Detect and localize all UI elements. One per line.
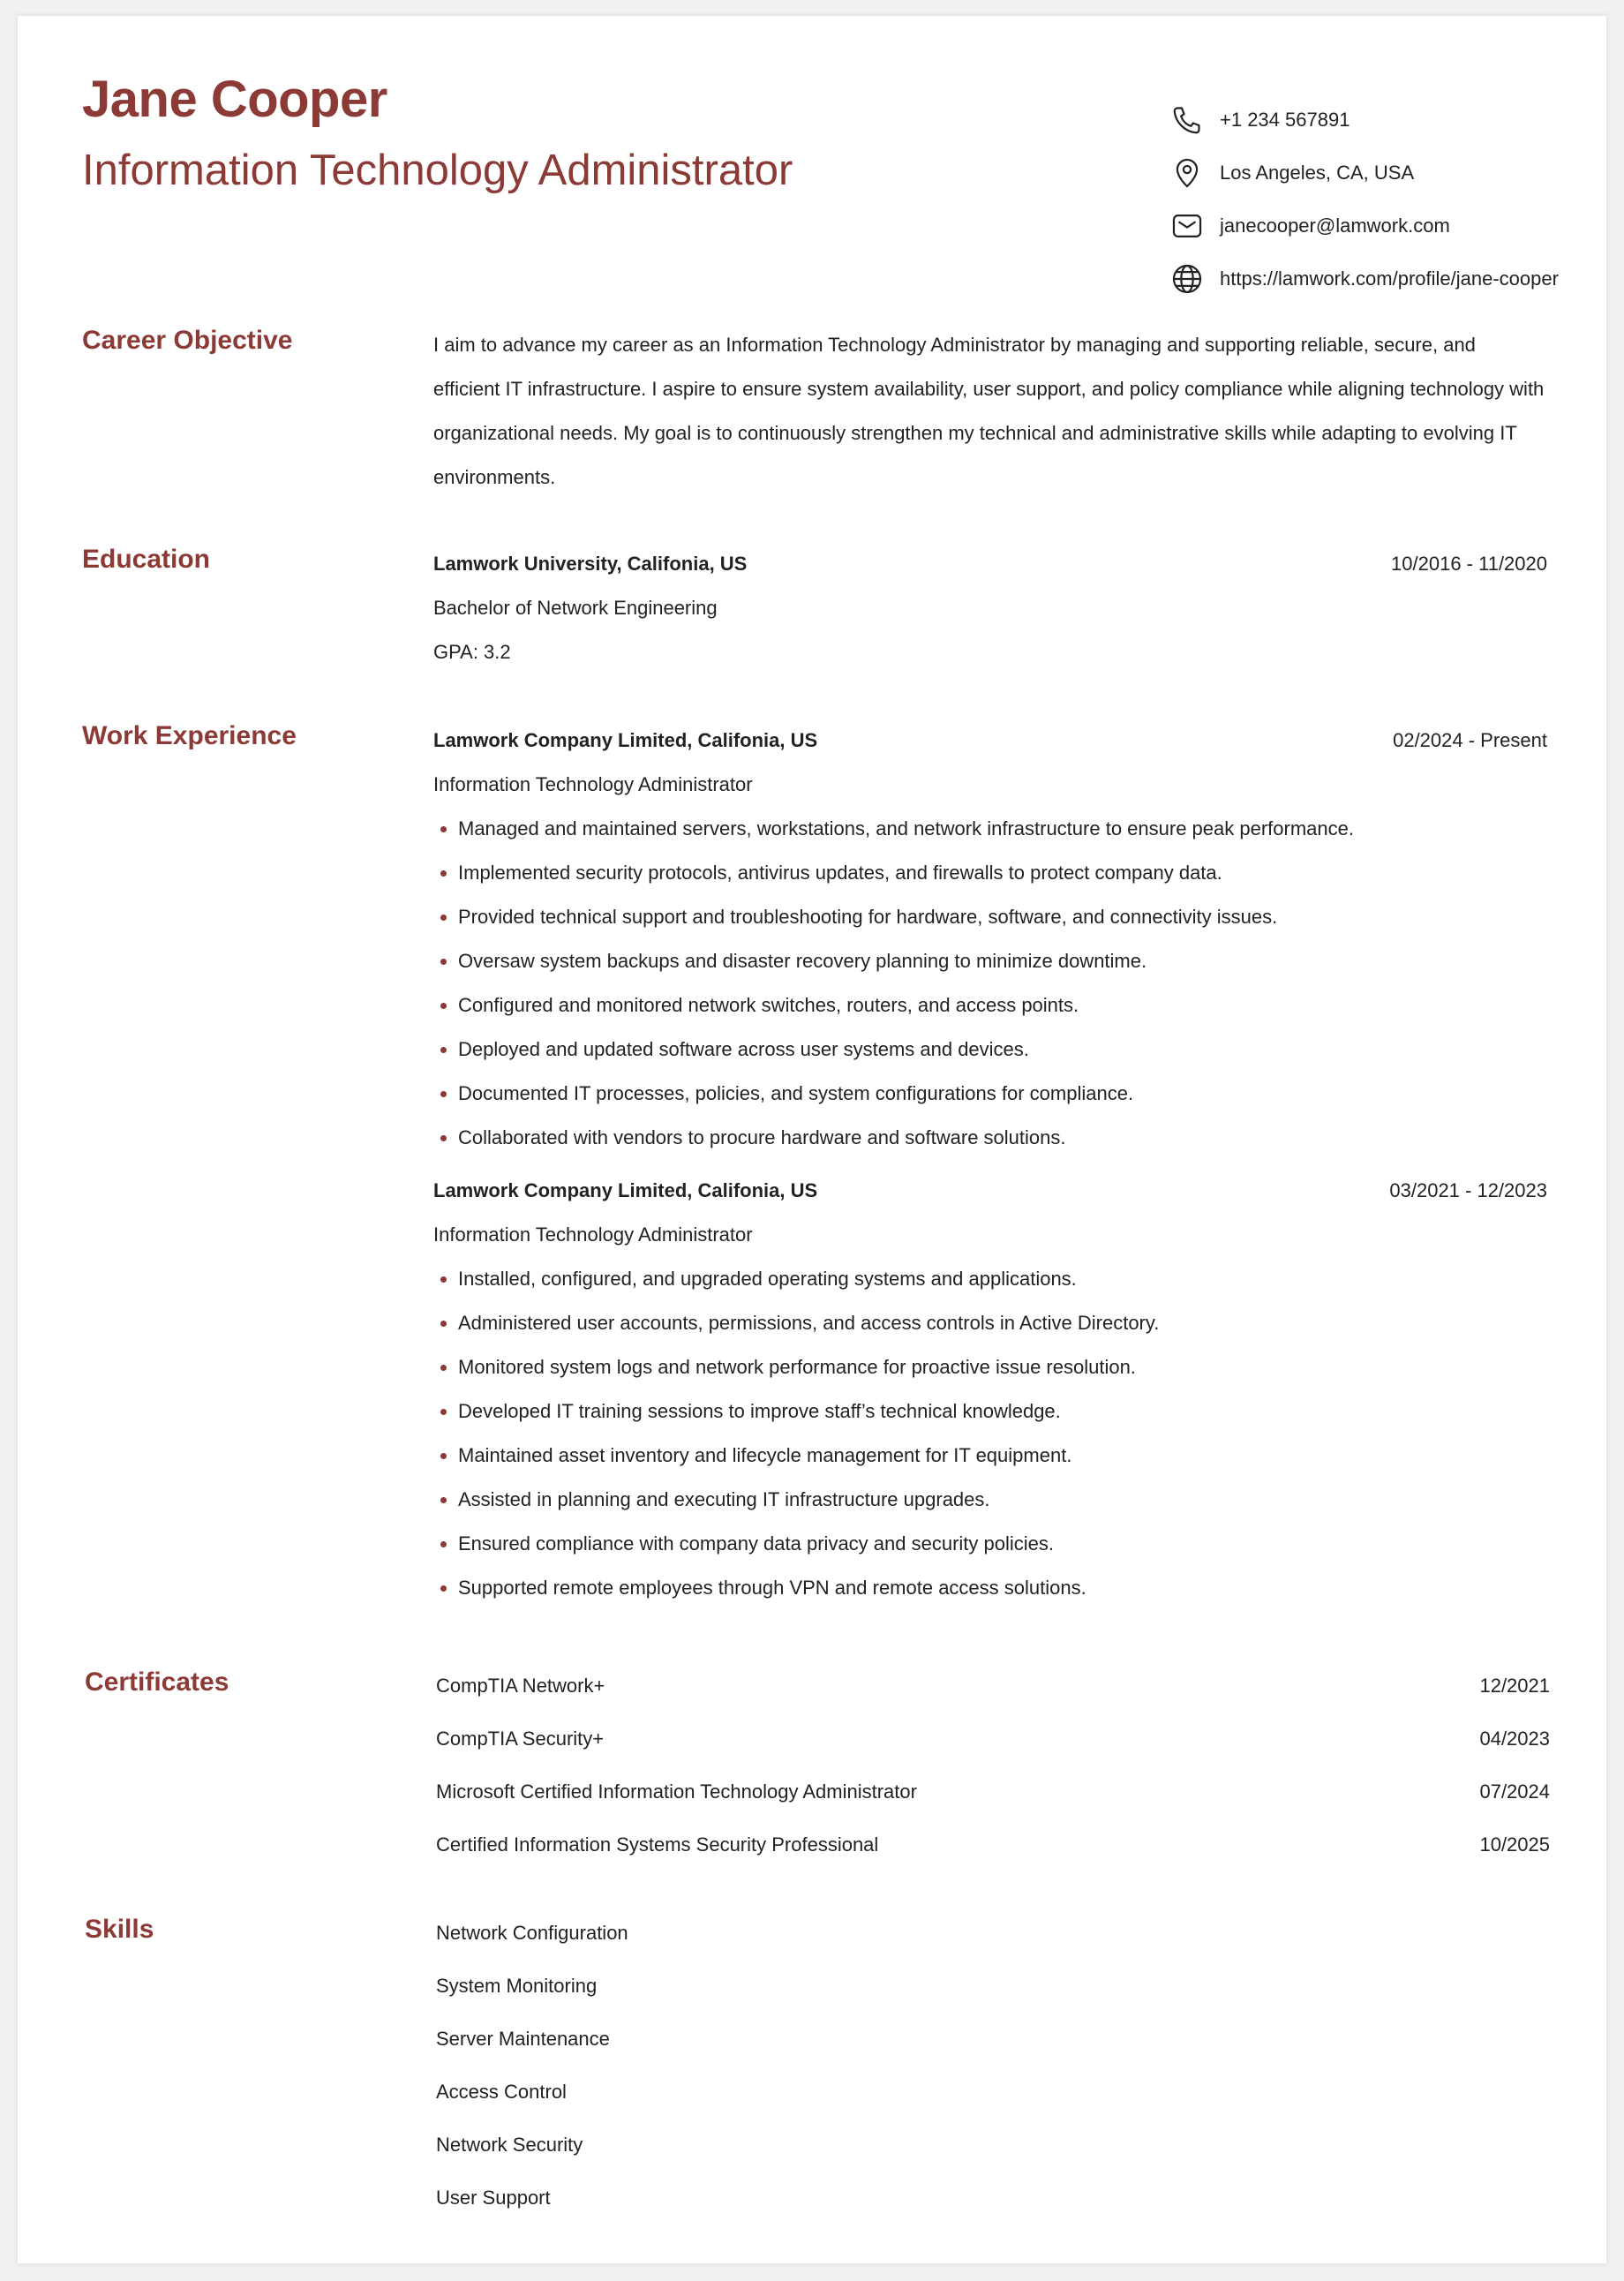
certificate-name: Certified Information Systems Security Professional xyxy=(436,1833,879,1856)
resume-page xyxy=(18,16,1606,2263)
section-title: Work Experience xyxy=(82,721,297,750)
contact-website-text: https://lamwork.com/profile/jane-cooper xyxy=(1220,267,1559,290)
list-item: Supported remote employees through VPN and remote access solutions. xyxy=(433,1566,1547,1610)
job-header xyxy=(433,719,1547,763)
location-icon xyxy=(1170,156,1204,190)
section-title: Career Objective xyxy=(82,326,293,355)
list-item: Installed, configured, and upgraded operating systems and applications. xyxy=(433,1257,1547,1301)
contact-location xyxy=(1170,147,1559,199)
job-position: Information Technology Administrator xyxy=(433,773,753,795)
list-item: Deployed and updated software across user systems and devices. xyxy=(433,1028,1547,1072)
list-item: Configured and monitored network switches, routers, and access points. xyxy=(433,983,1547,1028)
list-item: Assisted in planning and executing IT infrastructure upgrades. xyxy=(433,1478,1547,1522)
certificate-row xyxy=(436,1713,1550,1765)
candidate-role: Information Technology Administrator xyxy=(82,147,793,194)
certificate-name: Microsoft Certified Information Technology Administrator xyxy=(436,1780,917,1803)
education-degree: Bachelor of Network Engineering xyxy=(433,597,718,619)
skill-item: Server Maintenance xyxy=(436,2028,610,2050)
skill-item: Access Control xyxy=(436,2081,567,2103)
education-dates: 10/2016 - 11/2020 xyxy=(1391,553,1547,575)
contact-phone-text: +1 234 567891 xyxy=(1220,109,1350,131)
job-bullets xyxy=(433,807,1547,1160)
phone-icon xyxy=(1170,103,1204,137)
list-item: Ensured compliance with company data privacy and security policies. xyxy=(433,1522,1547,1566)
certificate-date: 12/2021 xyxy=(1479,1675,1550,1697)
list-item: Provided technical support and troubleshooting for hardware, software, and connectivity issues. xyxy=(433,895,1547,939)
list-item: Oversaw system backups and disaster recovery planning to minimize downtime. xyxy=(433,939,1547,983)
skill-item: Network Configuration xyxy=(436,1922,628,1944)
contact-phone xyxy=(1170,94,1559,147)
list-item: Collaborated with vendors to procure hardware and software solutions. xyxy=(433,1116,1547,1160)
skill-item: System Monitoring xyxy=(436,1975,598,1997)
section-body xyxy=(436,1907,1550,2225)
certificate-row xyxy=(436,1660,1550,1713)
list-item: Documented IT processes, policies, and system configurations for compliance. xyxy=(433,1072,1547,1116)
resume-header xyxy=(82,69,1559,298)
globe-icon xyxy=(1170,262,1204,296)
contact-email-text: janecooper@lamwork.com xyxy=(1220,215,1450,237)
list-item: Administered user accounts, permissions, and access controls in Active Directory. xyxy=(433,1301,1547,1345)
contact-location-text: Los Angeles, CA, USA xyxy=(1220,162,1415,184)
contact-list xyxy=(1170,94,1559,305)
job-bullets xyxy=(433,1257,1547,1610)
certificate-name: CompTIA Network+ xyxy=(436,1675,605,1697)
education-row xyxy=(433,542,1547,586)
certificate-name: CompTIA Security+ xyxy=(436,1728,605,1750)
section-body xyxy=(436,1660,1550,1871)
section-body xyxy=(433,323,1547,500)
section-body xyxy=(433,719,1547,1610)
objective-text: I aim to advance my career as an Information Technology Administrator by managing and supporting reliable, secure, and efficient IT infrastructure. I aspire to ensure system availability, user support, and policy compliance while aligning technology with organizational needs. My goal is to continuously strengthen my technical and administrative skills while adapting to evolving IT environments. xyxy=(433,334,1545,488)
education-school: Lamwork University, Califonia, US xyxy=(433,553,748,575)
section-body xyxy=(433,542,1547,674)
job-company: Lamwork Company Limited, Califonia, US xyxy=(433,729,818,751)
job-company: Lamwork Company Limited, Califonia, US xyxy=(433,1179,818,1201)
list-item: Monitored system logs and network performance for proactive issue resolution. xyxy=(433,1345,1547,1389)
certificate-date: 04/2023 xyxy=(1479,1728,1550,1750)
job-dates: 03/2021 - 12/2023 xyxy=(1389,1179,1547,1201)
job-entry xyxy=(433,719,1547,1160)
section-title: Skills xyxy=(85,1915,154,1944)
job-dates: 02/2024 - Present xyxy=(1393,729,1547,751)
certificate-date: 07/2024 xyxy=(1479,1780,1550,1803)
skill-item: User Support xyxy=(436,2187,551,2209)
list-item: Implemented security protocols, antivirus updates, and firewalls to protect company data. xyxy=(433,851,1547,895)
mail-icon xyxy=(1170,209,1204,243)
candidate-name: Jane Cooper xyxy=(82,71,387,128)
list-item: Managed and maintained servers, workstations, and network infrastructure to ensure peak performance. xyxy=(433,807,1547,851)
job-entry xyxy=(433,1169,1547,1610)
certificate-row xyxy=(436,1818,1550,1871)
skill-item: Network Security xyxy=(436,2134,583,2156)
section-title: Certificates xyxy=(85,1667,229,1697)
contact-email xyxy=(1170,199,1559,252)
list-item: Developed IT training sessions to improve staff’s technical knowledge. xyxy=(433,1389,1547,1434)
list-item: Maintained asset inventory and lifecycle management for IT equipment. xyxy=(433,1434,1547,1478)
certificate-row xyxy=(436,1765,1550,1818)
certificate-date: 10/2025 xyxy=(1479,1833,1550,1856)
contact-website xyxy=(1170,252,1559,305)
job-header xyxy=(433,1169,1547,1213)
education-gpa: GPA: 3.2 xyxy=(433,641,511,663)
job-position: Information Technology Administrator xyxy=(433,1223,753,1246)
section-title: Education xyxy=(82,545,211,574)
